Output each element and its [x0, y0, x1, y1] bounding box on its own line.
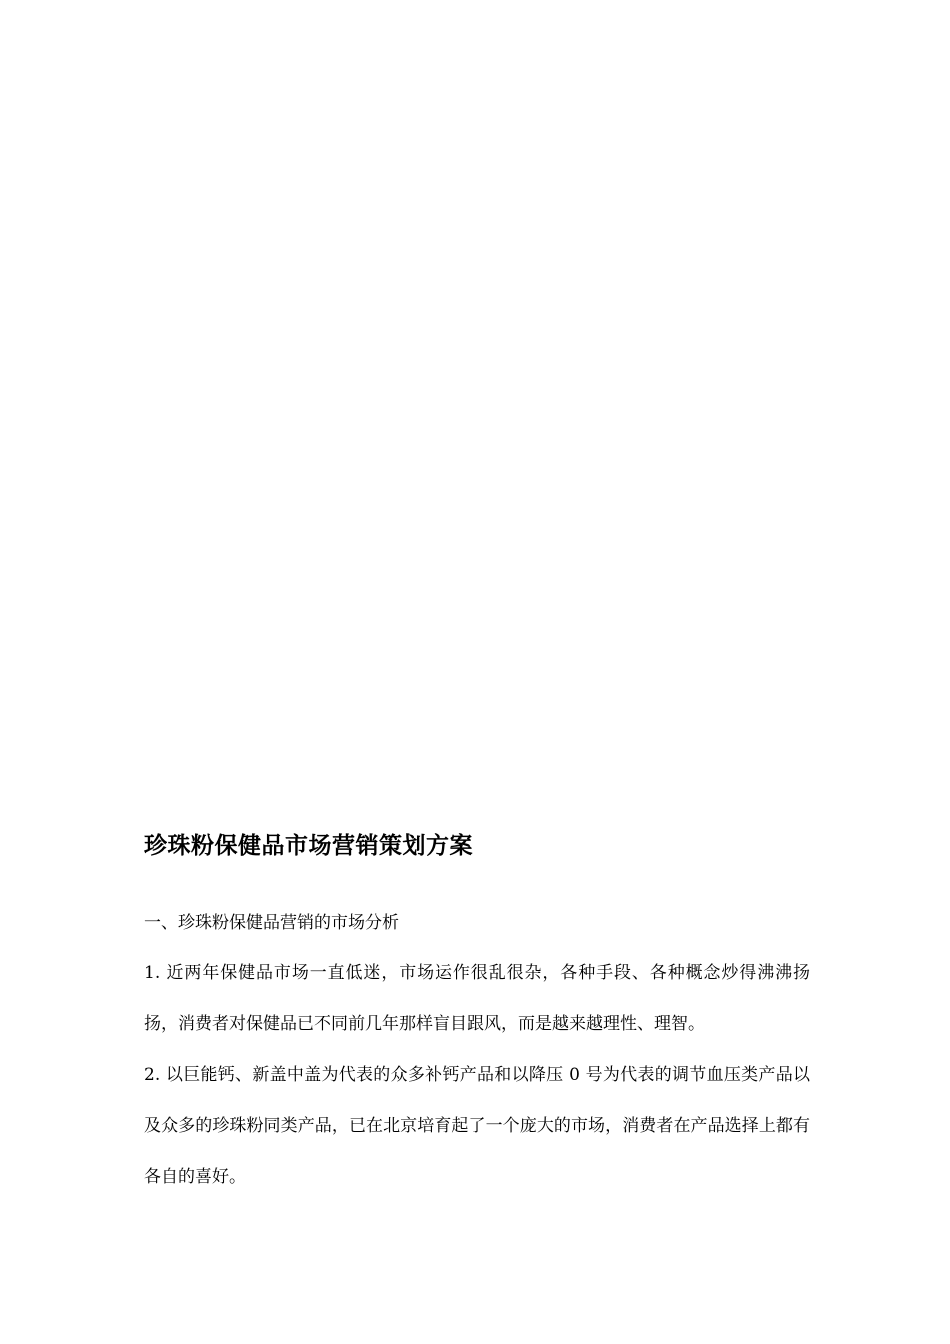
- paragraph-market-overview: 1. 近两年保健品市场一直低迷，市场运作很乱很杂，各种手段、各种概念炒得沸沸扬扬，消费者对保健品已不同前几年那样盲目跟风，而是越来越理性、理智。: [144, 963, 810, 1034]
- paragraph-competitor-products: 2. 以巨能钙、新盖中盖为代表的众多补钙产品和以降压 0 号为代表的调节血压类产品以及众多的珍珠粉同类产品，已在北京培育起了一个庞大的市场，消费者在产品选择上都有各自的喜好。: [144, 1065, 810, 1187]
- document-title: 珍珠粉保健品市场营销策划方案: [144, 833, 473, 859]
- document-body: [144, 828, 810, 1203]
- section-heading: 一、珍珠粉保健品营销的市场分析: [144, 913, 399, 933]
